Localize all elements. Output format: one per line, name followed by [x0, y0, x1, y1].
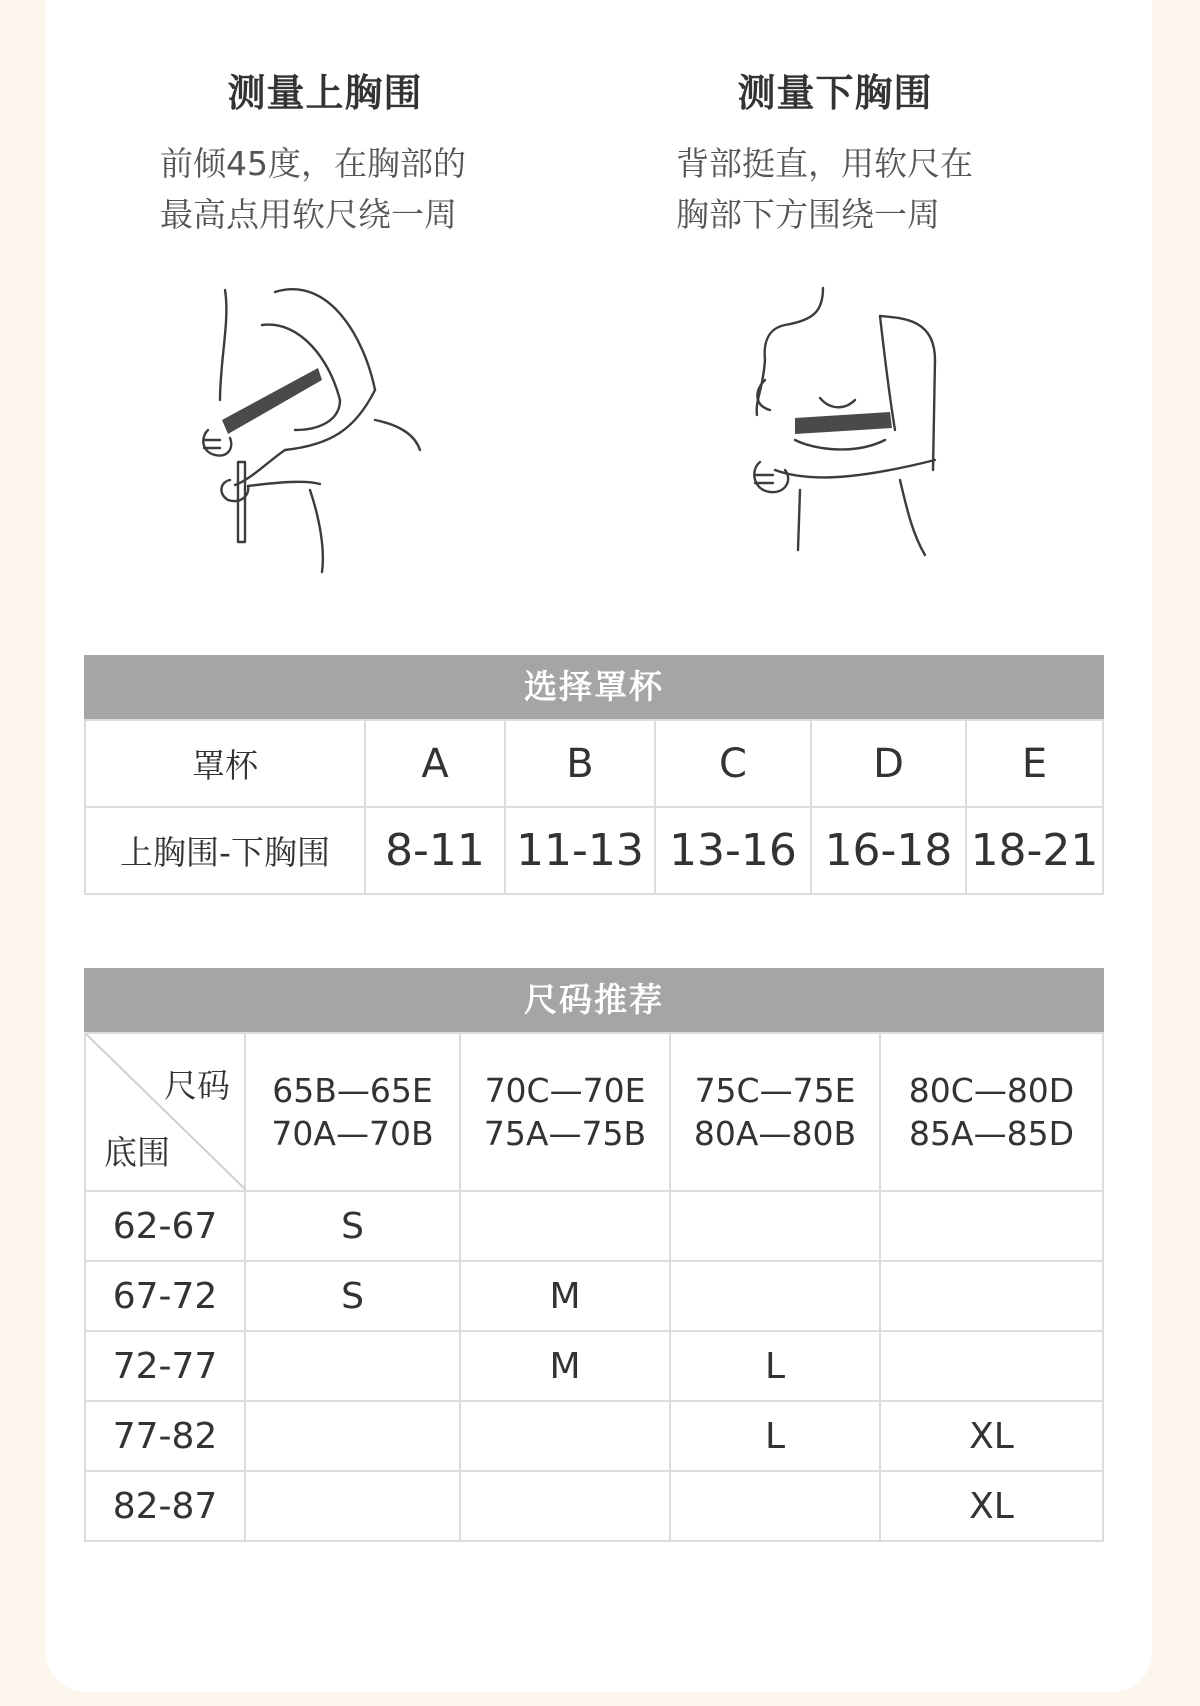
band-range-cell: 67-72 — [85, 1261, 245, 1331]
table-row — [85, 1191, 1103, 1261]
difference-cell: 11-13 — [505, 807, 655, 894]
size-table-section — [84, 968, 1104, 1542]
band-range-cell: 72-77 — [85, 1331, 245, 1401]
upper-bust-desc-line2: 最高点用软尺绕一周 — [160, 195, 457, 234]
cup-table-title: 选择罩杯 — [84, 655, 1104, 719]
size-cell: S — [245, 1191, 460, 1261]
size-cell: M — [460, 1261, 670, 1331]
size-range-header — [670, 1033, 880, 1191]
size-table — [84, 1032, 1104, 1542]
difference-cell: 13-16 — [655, 807, 811, 894]
difference-row-label: 上胸围-下胸围 — [85, 807, 365, 894]
upper-bust-desc-line1: 前倾45度，在胸部的 — [160, 144, 466, 183]
size-cell: L — [670, 1331, 880, 1401]
size-cell — [880, 1261, 1103, 1331]
size-cell — [245, 1401, 460, 1471]
size-cell — [460, 1401, 670, 1471]
lower-bust-illustration — [735, 280, 955, 570]
table-row — [85, 1401, 1103, 1471]
size-range-line: 70C—70E — [484, 1071, 646, 1110]
band-range-cell: 82-87 — [85, 1471, 245, 1541]
size-cell: M — [460, 1331, 670, 1401]
size-cell: XL — [880, 1401, 1103, 1471]
cup-cell: A — [365, 720, 505, 807]
size-range-line: 75A—75B — [483, 1114, 647, 1153]
cup-cell: E — [966, 720, 1103, 807]
corner-band-label: 底围 — [104, 1133, 170, 1172]
size-range-header — [880, 1033, 1103, 1191]
size-cell — [245, 1331, 460, 1401]
size-range-header — [245, 1033, 460, 1191]
corner-size-label: 尺码 — [164, 1066, 230, 1105]
size-range-line: 80C—80D — [908, 1071, 1075, 1110]
cup-cell: D — [811, 720, 966, 807]
upper-bust-illustration — [190, 280, 460, 580]
cup-row — [85, 720, 1103, 807]
lower-bust-desc-line2: 胸部下方围绕一周 — [676, 195, 940, 234]
size-cell — [670, 1261, 880, 1331]
difference-row — [85, 807, 1103, 894]
lower-bust-desc-line1: 背部挺直，用软尺在 — [676, 144, 973, 183]
difference-cell: 16-18 — [811, 807, 966, 894]
size-cell — [670, 1191, 880, 1261]
table-row — [85, 1331, 1103, 1401]
size-cell — [245, 1471, 460, 1541]
lower-bust-description — [676, 138, 1036, 240]
size-cell — [670, 1471, 880, 1541]
size-table-title: 尺码推荐 — [84, 968, 1104, 1032]
difference-cell: 8-11 — [365, 807, 505, 894]
size-range-line: 75C—75E — [694, 1071, 856, 1110]
cup-table — [84, 719, 1104, 895]
cup-table-section — [84, 655, 1104, 895]
size-cell — [460, 1191, 670, 1261]
table-row — [85, 1471, 1103, 1541]
upper-bust-title: 测量上胸围 — [227, 71, 423, 115]
size-range-line: 80A—80B — [693, 1114, 857, 1153]
size-range-line: 85A—85D — [909, 1114, 1074, 1153]
cup-cell: B — [505, 720, 655, 807]
size-range-line: 65B—65E — [272, 1071, 433, 1110]
corner-cell — [85, 1033, 245, 1191]
cup-row-label: 罩杯 — [85, 720, 365, 807]
size-cell: XL — [880, 1471, 1103, 1541]
band-range-cell: 77-82 — [85, 1401, 245, 1471]
upper-bust-description — [160, 138, 520, 240]
size-cell: L — [670, 1401, 880, 1471]
lower-bust-title: 测量下胸围 — [737, 71, 933, 115]
size-cell — [880, 1331, 1103, 1401]
size-range-line: 70A—70B — [271, 1114, 434, 1153]
size-range-header — [460, 1033, 670, 1191]
difference-cell: 18-21 — [966, 807, 1103, 894]
cup-cell: C — [655, 720, 811, 807]
size-cell — [880, 1191, 1103, 1261]
size-cell: S — [245, 1261, 460, 1331]
size-header-row — [85, 1033, 1103, 1191]
table-row — [85, 1261, 1103, 1331]
size-cell — [460, 1471, 670, 1541]
band-range-cell: 62-67 — [85, 1191, 245, 1261]
